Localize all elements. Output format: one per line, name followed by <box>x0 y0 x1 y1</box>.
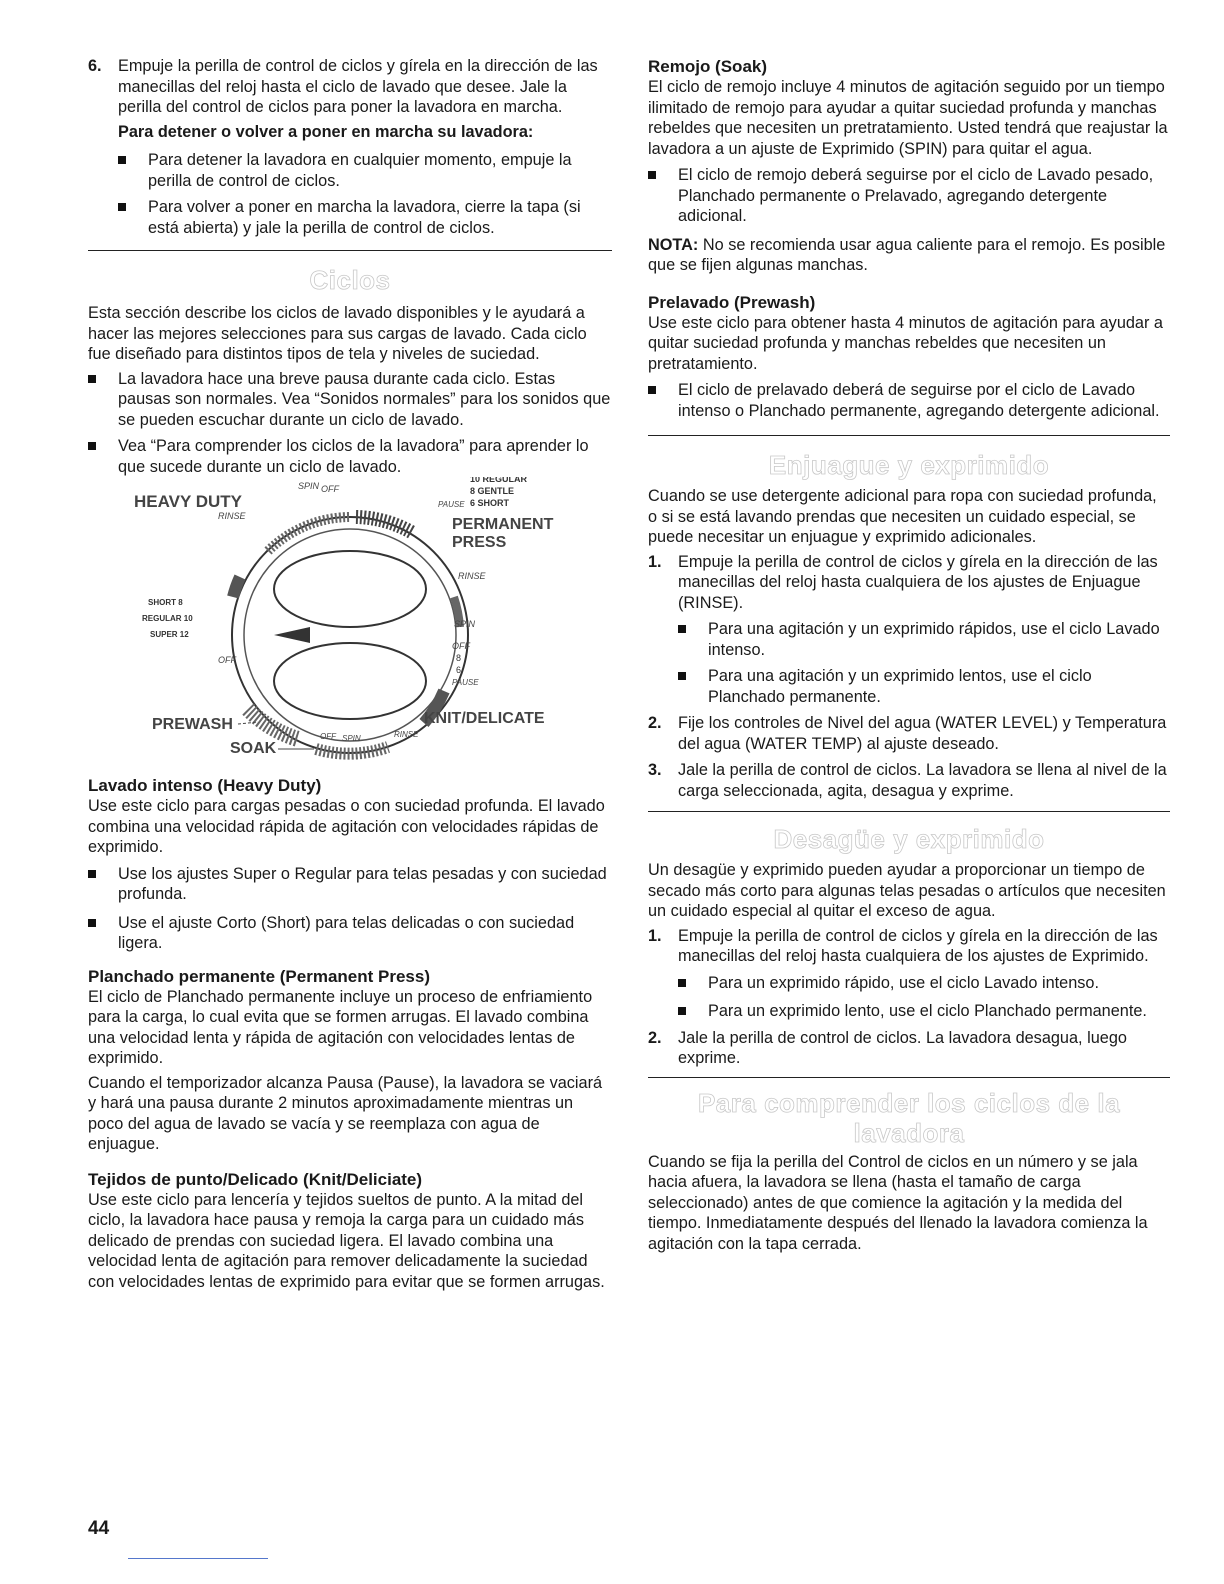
footer-line <box>128 1558 268 1559</box>
label-rinse-hd: RINSE <box>218 511 246 521</box>
step-number: 6. <box>88 57 102 75</box>
label-spin-soak: SPIN <box>342 734 361 743</box>
step-6 <box>88 56 612 118</box>
bullet-item: Para una agitación y un exprimido lentos, use el ciclo Planchado permanente. <box>678 666 1170 707</box>
heading-heavy-duty: Lavado intenso (Heavy Duty) <box>88 776 322 795</box>
note: NOTA: No se recomienda usar agua caliente para el remojo. Es posible que se fijen algunas manchas. <box>648 235 1166 274</box>
knob-top <box>274 551 426 627</box>
perm-text-1: El ciclo de Planchado permanente incluye un proceso de enfriamiento para la carga, lo cual evita que se formen arrugas. El lavado combina una velocidad lenta y rápida de agitación con velocidades lentas de exprimido. <box>88 987 593 1067</box>
label-soak: SOAK <box>230 740 277 757</box>
bullet-item: Use los ajustes Super o Regular para telas pesadas y con suciedad profunda. <box>88 864 612 905</box>
label-heavy-duty: HEAVY DUTY <box>134 492 243 511</box>
left-column <box>88 56 612 1292</box>
right-column <box>648 56 1170 1254</box>
section-title-rinse: Enjuague y exprimido <box>768 450 1050 480</box>
bullet-item: Vea “Para comprender los ciclos de la lavadora” para aprender lo que sucede durante un ciclo de lavado. <box>88 436 612 477</box>
arc-super <box>233 577 240 597</box>
label-off: OFF <box>321 484 339 494</box>
cycle-dial-diagram <box>88 477 612 767</box>
section-title-ciclos: Ciclos <box>309 265 391 295</box>
label-knit: KNIT/DELICATE <box>424 710 545 727</box>
label-regular10: 10 REGULAR <box>470 477 528 484</box>
prewash-text: Use este ciclo para obtener hasta 4 minutos de agitación para ayudar a quitar suciedad profunda y manchas rebeldes que necesiten un pretratamiento. <box>648 313 1163 373</box>
bullet-item: La lavadora hace una breve pausa durante cada ciclo. Estas pausas son normales. Vea “Sonidos normales” para los sonidos que se pueden escuchar durante un ciclo de lavado. <box>88 369 612 431</box>
heading-prewash: Prelavado (Prewash) <box>648 292 816 312</box>
arc-heavy-duty <box>268 517 350 551</box>
bullet-item: Para una agitación y un exprimido rápidos, use el ciclo Lavado intenso. <box>678 619 1170 660</box>
label-prewash: PREWASH <box>152 716 233 733</box>
step-text: Empuje la perilla de control de ciclos y gírela en la dirección de las manecillas del reloj hasta el ciclo de lavado que desee. Jale la perilla del control de ciclos para poner la lavadora en marcha. <box>118 57 598 116</box>
heavy-duty-text: Use este ciclo para cargas pesadas o con suciedad profunda. El lavado combina una velocidad rápida de agitación con velocidades rápidas de exprimido. <box>88 797 605 856</box>
bullet-item: Para detener la lavadora en cualquier momento, empuje la perilla de control de ciclos. <box>118 150 612 191</box>
knob-bottom <box>274 643 426 719</box>
label-rinse-soak: RINSE <box>394 730 419 739</box>
understand-text: Cuando se fija la perilla del Control de ciclos en un número y se jala hacia afuera, la lavadora se llena (hasta el tamaño de carga seleccionado) antes de que comience la agitación y la medida del tiempo. Inmediatamente después del llenado la lavadora comienza la agitación con la tapa cerrada. <box>648 1152 1148 1253</box>
label-spin-pp: SPIN <box>454 619 476 629</box>
label-off-soak: OFF <box>320 732 336 741</box>
label-press: PRESS <box>452 534 507 551</box>
rinse-step-3: 3. Jale la perilla de control de ciclos. La lavadora se llena al nivel de la carga seleccionada, agita, desagua y exprime. <box>648 761 1167 800</box>
heading-soak: Remojo (Soak) <box>648 57 768 76</box>
knit-text: Use este ciclo para lencería y tejidos sueltos de punto. A la mitad del ciclo, la lavadora hace pausa y remoja la carga para un cuidado más delicado de prendas con suciedad ligera. El lavado combina una velocidad lenta de agitación para remover delicadamente la suciedad con velocidades lentas de exprimido para evitar que se formen arrugas. <box>88 1190 605 1291</box>
label-pause-right: PAUSE <box>452 678 479 687</box>
label-short8: SHORT 8 <box>148 598 183 607</box>
bullet-item: Para un exprimido rápido, use el ciclo Lavado intenso. <box>678 973 1170 994</box>
label-super12: SUPER 12 <box>150 630 189 639</box>
label-n8: 8 <box>456 653 462 663</box>
heading-knit: Tejidos de punto/Delicado (Knit/Deliciate) <box>88 1169 423 1189</box>
drain-intro: Un desagüe y exprimido pueden ayudar a proporcionar un tiempo de secado más corto para algunas telas pesadas o artículos que necesiten un cuidado especial al quitar el exceso de agua. <box>648 861 1166 920</box>
label-short6: 6 SHORT <box>470 498 510 508</box>
drain-step-2: 2. Jale la perilla de control de ciclos. La lavadora desagua, luego exprime. <box>648 1028 1127 1067</box>
rinse-step-2: 2. Fije los controles de Nivel del agua (WATER LEVEL) y Temperatura del agua (WATER TEMP) al ajuste deseado. <box>648 714 1167 753</box>
label-off-left: OFF <box>218 655 236 665</box>
bullet-item: Para un exprimido lento, use el ciclo Planchado permanente. <box>678 1001 1170 1022</box>
label-gentle8: 8 GENTLE <box>470 486 515 496</box>
label-off-right: OFF <box>452 641 470 651</box>
stop-heading: Para detener o volver a poner en marcha su lavadora: <box>118 122 534 141</box>
perm-text-2: Cuando el temporizador alcanza Pausa (Pause), la lavadora se vaciará y hará una pausa durante 2 minutos aproximadamente mientras un poco del agua de lavado se vacía y se reemplaza con agua de enjuague. <box>88 1073 603 1153</box>
bullet-item: Para volver a poner en marcha la lavadora, cierre la tapa (si está abierta) y jale la perilla de control de ciclos. <box>118 197 612 238</box>
soak-text: El ciclo de remojo incluye 4 minutos de agitación seguido por un tiempo ilimitado de remojo para ayudar a quitar suciedad profunda y manchas rebeldes que necesiten un pretratamiento. Usted tendrá que reajustar la lavadora a un ajuste de Exprimido (SPIN) para quitar el agua. <box>648 78 1168 158</box>
ciclos-intro: Esta sección describe los ciclos de lavado disponibles y le ayudará a hacer las mejores selecciones para sus cargas de lavado. Cada ciclo fue diseñado para distintos tipos de tela y niveles de suciedad. <box>88 304 587 363</box>
dial-svg <box>88 477 612 767</box>
label-spin: SPIN <box>298 481 320 491</box>
label-pause-top: PAUSE <box>438 500 465 509</box>
section-title-drain: Desagüe y exprimido <box>773 824 1045 854</box>
label-n6: 6 <box>456 665 462 675</box>
bullet-item: Use el ajuste Corto (Short) para telas delicadas o con suciedad ligera. <box>88 913 612 954</box>
section-title-understand: Para comprender los ciclos de la lavadora <box>697 1087 1121 1148</box>
page-number: 44 <box>88 1518 110 1539</box>
rinse-step-1: 1. Empuje la perilla de control de ciclos y gírela en la dirección de las manecillas del reloj hasta cualquiera de los ajustes de Enjuague (RINSE). <box>648 552 1158 612</box>
rinse-intro: Cuando se use detergente adicional para ropa con suciedad profunda, o si se está lavando prendas que necesiten un cuidado especial, se puede necesitar un enjuague y exprimido adicionales. <box>648 487 1157 546</box>
knob-pointer <box>274 627 310 643</box>
bullet-item: El ciclo de remojo deberá seguirse por el ciclo de Lavado pesado, Planchado permanente o Prelavado, agregando detergente adicional. <box>648 165 1170 227</box>
label-permanent: PERMANENT <box>452 516 554 533</box>
label-regular10b: REGULAR 10 <box>142 614 193 623</box>
label-rinse-pp: RINSE <box>458 571 486 581</box>
arc-prewash <box>248 709 298 739</box>
drain-step-1: 1. Empuje la perilla de control de ciclos y gírela en la dirección de las manecillas del reloj hasta cualquiera de los ajustes de Exprimido. <box>648 926 1158 965</box>
heading-permanent-press: Planchado permanente (Permanent Press) <box>88 966 431 986</box>
bullet-item: El ciclo de prelavado deberá de seguirse por el ciclo de Lavado intenso o Planchado permanente, agregando detergente adicional. <box>648 380 1170 421</box>
